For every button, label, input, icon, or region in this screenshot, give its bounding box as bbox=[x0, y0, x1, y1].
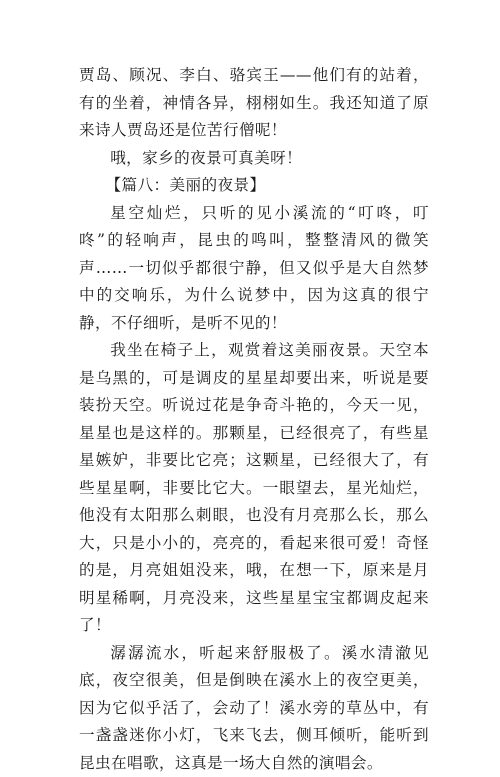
paragraph-closing-exclamation: 哦，家乡的夜景可真美呀！ bbox=[79, 145, 429, 173]
paragraph-stars: 我坐在椅子上，观赏着这美丽夜景。天空本是乌黑的，可是调皮的星星却要出来，听说是要装扮天空。听说过花是争奇斗艳的，今天一见，星星也是这样的。那颗星，已经很亮了，有些星星嫉妒，非要比它亮；这颗星，已经很大了，有些星星啊，非要比它大。一眼望去，星光灿烂，他没有太阳那么刺眼，也没有月亮那么长，那么大，只是小小的，亮亮的，看起来很可爱！奇怪的是，月亮姐姐没来，哦，在想一下，原来是月明星稀啊，月亮没来，这些星星宝宝都调皮起来了！ bbox=[79, 337, 429, 640]
paragraph-stream: 潺潺流水，听起来舒服极了。溪水清澈见底，夜空很美，但是倒映在溪水上的夜空更美，因为它似乎活了，会动了！溪水旁的草丛中，有一盏盏迷你小灯，飞来飞去，侧耳倾听，能听到昆虫在唱歌，这真是一场大自然的演唱会。 bbox=[79, 640, 429, 777]
paragraph-continuation: 贾岛、顾况、李白、骆宾王——他们有的站着，有的坐着，神情各异，栩栩如生。我还知道了原来诗人贾岛还是位苦行僧呢！ bbox=[79, 62, 429, 145]
paragraph-starry-sky: 星空灿烂，只听的见小溪流的“叮咚，叮咚”的轻响声，昆虫的鸣叫，整整清风的微笑声……一切似乎都很宁静，但又似乎是大自然梦中的交响乐，为什么说梦中，因为这真的很宁静，不仔细听，是听不见的！ bbox=[79, 200, 429, 338]
section-heading: 【篇八：美丽的夜景】 bbox=[79, 172, 429, 200]
article-body bbox=[79, 62, 429, 777]
